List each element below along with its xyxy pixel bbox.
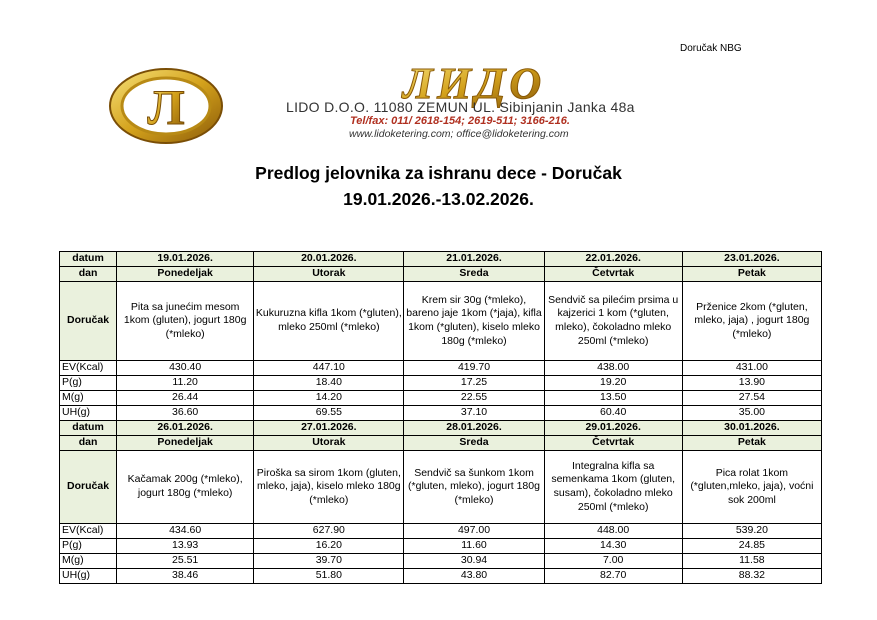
day-cell: Utorak xyxy=(254,267,404,282)
carbs-row xyxy=(60,406,822,421)
meal-cell: Prženice 2kom (*gluten, mleko, jaja) , jogurt 180g (*mleko) xyxy=(682,282,821,361)
carbs-cell: 43.80 xyxy=(404,569,544,584)
fat-row-label: M(g) xyxy=(60,391,117,406)
day-cell: Četvrtak xyxy=(544,436,682,451)
energy-cell: 430.40 xyxy=(117,361,254,376)
protein-cell: 16.20 xyxy=(254,539,404,554)
protein-cell: 13.93 xyxy=(117,539,254,554)
energy-row xyxy=(60,524,822,539)
protein-cell: 19.20 xyxy=(544,376,682,391)
date-row-label: datum xyxy=(60,252,117,267)
fat-cell: 7.00 xyxy=(544,554,682,569)
date-cell: 23.01.2026. xyxy=(682,252,821,267)
fat-cell: 13.50 xyxy=(544,391,682,406)
protein-row xyxy=(60,376,822,391)
date-cell: 30.01.2026. xyxy=(682,421,821,436)
day-row-label: dan xyxy=(60,267,117,282)
logo-mark: Л xyxy=(147,79,185,135)
protein-row-label: P(g) xyxy=(60,376,117,391)
date-row xyxy=(60,421,822,436)
meal-cell: Kačamak 200g (*mleko), jogurt 180g (*mleko) xyxy=(117,451,254,524)
carbs-cell: 60.40 xyxy=(544,406,682,421)
date-cell: 28.01.2026. xyxy=(404,421,544,436)
company-phones: Tel/fax: 011/ 2618-154; 2619-511; 3166-216. xyxy=(350,115,570,127)
energy-cell: 539.20 xyxy=(682,524,821,539)
date-range: 19.01.2026.-13.02.2026. xyxy=(343,189,534,209)
document-code: Doručak NBG xyxy=(680,43,742,54)
day-cell: Petak xyxy=(682,436,821,451)
protein-cell: 24.85 xyxy=(682,539,821,554)
fat-cell: 11.58 xyxy=(682,554,821,569)
energy-row-label: EV(Kcal) xyxy=(60,524,117,539)
date-cell: 27.01.2026. xyxy=(254,421,404,436)
protein-cell: 17.25 xyxy=(404,376,544,391)
protein-cell: 11.60 xyxy=(404,539,544,554)
day-cell: Četvrtak xyxy=(544,267,682,282)
fat-row xyxy=(60,554,822,569)
date-cell: 29.01.2026. xyxy=(544,421,682,436)
day-cell: Utorak xyxy=(254,436,404,451)
carbs-cell: 37.10 xyxy=(404,406,544,421)
day-cell: Ponedeljak xyxy=(117,436,254,451)
energy-cell: 431.00 xyxy=(682,361,821,376)
date-cell: 26.01.2026. xyxy=(117,421,254,436)
fat-cell: 25.51 xyxy=(117,554,254,569)
carbs-cell: 36.60 xyxy=(117,406,254,421)
date-cell: 21.01.2026. xyxy=(404,252,544,267)
company-web: www.lidoketering.com; office@lidoketering.com xyxy=(349,128,569,140)
carbs-cell: 69.55 xyxy=(254,406,404,421)
day-cell: Sreda xyxy=(404,436,544,451)
energy-cell: 447.10 xyxy=(254,361,404,376)
meal-row xyxy=(60,282,822,361)
energy-cell: 448.00 xyxy=(544,524,682,539)
meal-cell: Sendvič sa šunkom 1kom (*gluten, mleko), jogurt 180g (*mleko) xyxy=(404,451,544,524)
meal-row-label: Doručak xyxy=(60,451,117,524)
carbs-cell: 88.32 xyxy=(682,569,821,584)
meal-cell: Kukuruzna kifla 1kom (*gluten), mleko 250ml (*mleko) xyxy=(254,282,404,361)
protein-row xyxy=(60,539,822,554)
meal-cell: Integralna kifla sa semenkama 1kom (gluten, susam), čokoladno mleko 250ml (*mleko) xyxy=(544,451,682,524)
fat-cell: 39.70 xyxy=(254,554,404,569)
date-cell: 20.01.2026. xyxy=(254,252,404,267)
carbs-cell: 38.46 xyxy=(117,569,254,584)
fat-cell: 14.20 xyxy=(254,391,404,406)
day-cell: Petak xyxy=(682,267,821,282)
fat-cell: 30.94 xyxy=(404,554,544,569)
meal-cell: Pita sa junećim mesom 1kom (gluten), jogurt 180g (*mleko) xyxy=(117,282,254,361)
carbs-row-label: UH(g) xyxy=(60,406,117,421)
day-row-label: dan xyxy=(60,436,117,451)
meal-cell: Piroška sa sirom 1kom (gluten, mleko, jaja), kiselo mleko 180g (*mleko) xyxy=(254,451,404,524)
date-cell: 22.01.2026. xyxy=(544,252,682,267)
meal-row-label: Doručak xyxy=(60,282,117,361)
fat-cell: 26.44 xyxy=(117,391,254,406)
carbs-cell: 35.00 xyxy=(682,406,821,421)
meal-row xyxy=(60,451,822,524)
energy-cell: 419.70 xyxy=(404,361,544,376)
company-address: LIDO D.O.O. 11080 ZEMUN UL. Sibinjanin Janka 48a xyxy=(286,99,635,115)
meal-cell: Pica rolat 1kom (*gluten,mleko, jaja), voćni sok 200ml xyxy=(682,451,821,524)
meal-cell: Krem sir 30g (*mleko), bareno jaje 1kom (*jaja), kifla 1kom (*gluten), kiselo mleko 180g (*mleko) xyxy=(404,282,544,361)
protein-row-label: P(g) xyxy=(60,539,117,554)
fat-cell: 22.55 xyxy=(404,391,544,406)
menu-table xyxy=(59,251,822,584)
page-title: Predlog jelovnika za ishranu dece - Doručak xyxy=(255,163,622,183)
fat-row xyxy=(60,391,822,406)
date-row xyxy=(60,252,822,267)
energy-cell: 627.90 xyxy=(254,524,404,539)
meal-cell: Sendvič sa pilećim prsima u kajzerici 1 kom (*gluten, mleko), čokoladno mleko 250ml (*mleko) xyxy=(544,282,682,361)
carbs-row-label: UH(g) xyxy=(60,569,117,584)
carbs-cell: 82.70 xyxy=(544,569,682,584)
day-row xyxy=(60,267,822,282)
energy-cell: 497.00 xyxy=(404,524,544,539)
day-cell: Ponedeljak xyxy=(117,267,254,282)
fat-row-label: M(g) xyxy=(60,554,117,569)
protein-cell: 13.90 xyxy=(682,376,821,391)
energy-cell: 434.60 xyxy=(117,524,254,539)
date-cell: 19.01.2026. xyxy=(117,252,254,267)
logo-brand: ЛИДО xyxy=(402,64,546,108)
protein-cell: 11.20 xyxy=(117,376,254,391)
energy-row-label: EV(Kcal) xyxy=(60,361,117,376)
day-cell: Sreda xyxy=(404,267,544,282)
protein-cell: 14.30 xyxy=(544,539,682,554)
fat-cell: 27.54 xyxy=(682,391,821,406)
energy-row xyxy=(60,361,822,376)
date-row-label: datum xyxy=(60,421,117,436)
carbs-row xyxy=(60,569,822,584)
protein-cell: 18.40 xyxy=(254,376,404,391)
day-row xyxy=(60,436,822,451)
energy-cell: 438.00 xyxy=(544,361,682,376)
carbs-cell: 51.80 xyxy=(254,569,404,584)
